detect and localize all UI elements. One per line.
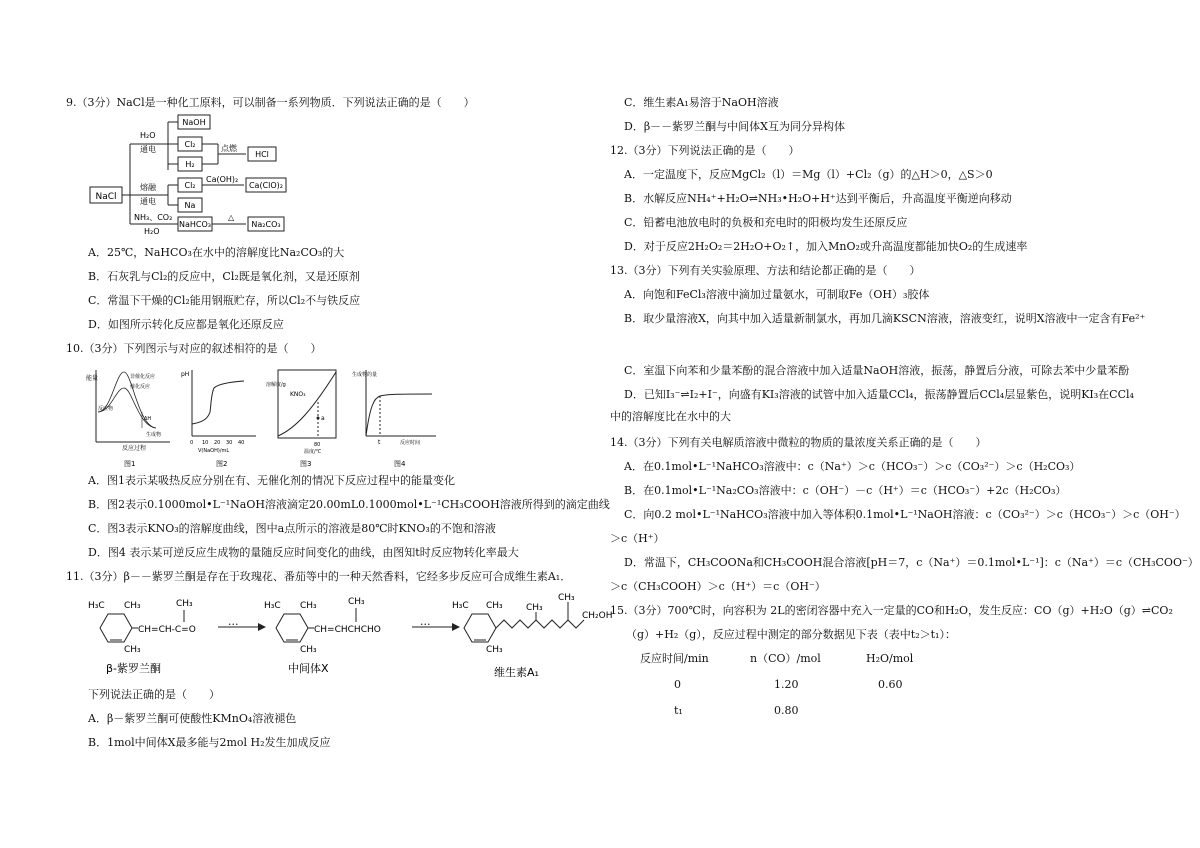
table-cell: 0.60	[878, 678, 903, 691]
q11-option-d: D．β－－紫罗兰酮与中间体X互为同分异构体	[624, 120, 846, 133]
svg-text:催化反应: 催化反应	[130, 384, 151, 390]
q11-molecule-intermediate	[262, 594, 412, 678]
svg-text:0: 0	[190, 440, 194, 446]
svg-text:40: 40	[238, 440, 245, 446]
svg-text:Cl₂: Cl₂	[184, 140, 196, 149]
svg-text:Cl₂: Cl₂	[184, 181, 196, 190]
svg-text:CH₃: CH₃	[348, 597, 365, 607]
svg-text:H₂: H₂	[185, 160, 195, 169]
svg-text:CH₃: CH₃	[486, 601, 503, 611]
q14-option-d-cont: ＞c（CH₃COOH）＞c（H⁺）＝c（OH⁻）	[610, 580, 826, 593]
svg-text:非催化反应: 非催化反应	[130, 374, 156, 380]
q14-option-d: D．常温下，CH₃COONa和CH₃COOH混合溶液[pH＝7，c（Na⁺）＝0.1mol•L⁻¹]：c（Na⁺）＝c（CH₃COO⁻）	[624, 556, 1199, 569]
svg-text:生成物的量: 生成物的量	[352, 372, 378, 378]
svg-text:10: 10	[202, 440, 209, 446]
q12-option-c: C．铅蓄电池放电时的负极和充电时的阳极均发生还原反应	[624, 216, 908, 229]
q14-option-a: A．在0.1mol•L⁻¹NaHCO₃溶液中：c（Na⁺）＞c（HCO₃⁻）＞c（CO₃²⁻）＞c（H₂CO₃）	[624, 460, 1081, 473]
svg-text:KNO₃: KNO₃	[290, 391, 306, 398]
q10-figure-1	[86, 366, 176, 470]
q15-stem-cont: （g）+H₂（g），反应过程中测定的部分数据见下表（表中t₂＞t₁）：	[626, 628, 956, 641]
svg-text:pH: pH	[181, 371, 190, 378]
q11-option-a: A．β－紫罗兰酮可使酸性KMnO₄溶液褪色	[88, 712, 297, 725]
svg-text:NaHCO₃: NaHCO₃	[179, 220, 211, 229]
svg-text:反应时间: 反应时间	[400, 440, 421, 446]
svg-text:NH₃、CO₂: NH₃、CO₂	[134, 213, 173, 222]
svg-text:H₂O: H₂O	[140, 131, 156, 140]
svg-text:点燃: 点燃	[221, 144, 237, 153]
svg-text:a: a	[321, 415, 325, 422]
q11-option-b: B．1mol中间体X最多能与2mol H₂发生加成反应	[88, 736, 331, 749]
q13-option-d-cont: 中的溶解度比在水中的大	[610, 410, 731, 423]
q9-option-c: C．常温下干燥的Cl₂能用钢瓶贮存，所以Cl₂不与铁反应	[88, 294, 361, 307]
svg-text:CH₃: CH₃	[558, 593, 575, 603]
q10-option-a: A．图1表示某吸热反应分别在有、无催化剂的情况下反应过程中的能量变化	[88, 474, 455, 487]
svg-text:图2: 图2	[216, 460, 228, 468]
svg-text:CH=CHCHCHO: CH=CHCHCHO	[314, 625, 381, 635]
table-header-co: n（CO）/mol	[750, 652, 821, 665]
q10-figure-3	[266, 366, 346, 470]
q10-figure-2	[180, 366, 260, 470]
svg-text:温度/℃: 温度/℃	[304, 449, 322, 455]
q10-figure-4	[352, 366, 442, 470]
svg-text:CH=CH-C=O: CH=CH-C=O	[138, 625, 196, 635]
q9-reaction-diagram	[88, 112, 318, 242]
q9-stem: 9.（3分）NaCl是一种化工原料，可以制备一系列物质．下列说法正确的是（ ）	[66, 96, 475, 109]
svg-text:CH₃: CH₃	[526, 603, 543, 613]
svg-text:CH₃: CH₃	[486, 645, 503, 655]
q14-stem: 14.（3分）下列有关电解质溶液中微粒的物质的量浓度关系正确的是（ ）	[610, 436, 987, 449]
table-header-h2o: H₂O/mol	[866, 652, 914, 665]
q12-option-a: A．一定温度下，反应MgCl₂（l）＝Mg（l）+Cl₂（g）的△H＞0，△S＞0	[624, 168, 993, 181]
nacl-box: NaCl	[95, 192, 117, 202]
table-cell: 0.80	[774, 704, 799, 717]
q13-option-b: B．取少量溶液X，向其中加入适量新制氯水，再加几滴KSCN溶液，溶液变红，说明X溶液中一定含有Fe²⁺	[624, 312, 1146, 325]
q13-option-d: D．已知I₃⁻⇌I₂+I⁻，向盛有KI₃溶液的试管中加入适量CCl₄，振荡静置后CCl₄层显紫色，说明KI₃在CCl₄	[624, 388, 1134, 401]
q11-stem: 11.（3分）β－－紫罗兰酮是存在于玫瑰花、番茄等中的一种天然香料，它经多步反应可合成维生素A₁．	[66, 570, 572, 583]
svg-text:H₃C: H₃C	[264, 601, 281, 611]
q13-option-c: C．室温下向苯和少量苯酚的混合溶液中加入适量NaOH溶液，振荡，静置后分液，可除去苯中少量苯酚	[624, 364, 1130, 377]
svg-text:30: 30	[226, 440, 233, 446]
q11-molecule-ionone	[86, 594, 226, 678]
svg-text:CH₃: CH₃	[124, 645, 141, 655]
q13-stem: 13.（3分）下列有关实验原理、方法和结论都正确的是（ ）	[610, 264, 921, 277]
naoh-box: NaOH	[182, 118, 206, 127]
q13-option-a: A．向饱和FeCl₃溶液中滴加过量氨水，可制取Fe（OH）₃胶体	[624, 288, 930, 301]
svg-text:Na₂CO₃: Na₂CO₃	[251, 220, 281, 229]
svg-text:H₂O: H₂O	[144, 227, 160, 236]
svg-text:维生素A₁: 维生素A₁	[494, 666, 539, 679]
svg-text:20: 20	[214, 440, 221, 446]
table-header-time: 反应时间/min	[640, 652, 709, 665]
svg-text:溶解度/g: 溶解度/g	[266, 382, 286, 388]
svg-text:ΔH: ΔH	[144, 416, 152, 422]
q15-data-table	[640, 652, 940, 742]
q14-option-c: C．向0.2 mol•L⁻¹NaHCO₃溶液中加入等体积0.1mol•L⁻¹NaOH溶液：c（CO₃²⁻）＞c（HCO₃⁻）＞c（OH⁻）	[624, 508, 1186, 521]
svg-text:80: 80	[314, 442, 321, 448]
svg-text:HCl: HCl	[255, 150, 269, 159]
table-cell: 0	[674, 678, 681, 691]
svg-text:图1: 图1	[124, 460, 136, 468]
svg-text:图3: 图3	[300, 460, 312, 468]
svg-text:Ca(ClO)₂: Ca(ClO)₂	[248, 181, 284, 190]
svg-text:能量: 能量	[86, 375, 99, 382]
q11-arrow-1	[218, 620, 268, 634]
svg-text:中间体X: 中间体X	[288, 662, 329, 675]
svg-text:熔融: 熔融	[140, 183, 156, 192]
svg-text:V(NaOH)/mL: V(NaOH)/mL	[198, 448, 230, 454]
q9-option-a: A．25℃，NaHCO₃在水中的溶解度比Na₂CO₃的大	[88, 246, 345, 259]
q9-option-b: B．石灰乳与Cl₂的反应中，Cl₂既是氧化剂，又是还原剂	[88, 270, 360, 283]
q15-stem: 15.（3分）700℃时，向容积为 2L的密闭容器中充入一定量的CO和H₂O，发生反应：CO（g）+H₂O（g）⇌CO₂	[610, 604, 1173, 617]
svg-text:CH₃: CH₃	[300, 645, 317, 655]
svg-text:H₃C: H₃C	[452, 601, 469, 611]
q11-molecule-vitamin-a1	[450, 590, 618, 680]
svg-text:CH₃: CH₃	[176, 599, 193, 609]
q10-option-c: C．图3表示KNO₃的溶解度曲线，图中a点所示的溶液是80℃时KNO₃的不饱和溶液	[88, 522, 496, 535]
svg-text:Ca(OH)₂: Ca(OH)₂	[206, 175, 239, 184]
q14-option-b: B．在0.1mol•L⁻¹Na₂CO₃溶液中：c（OH⁻）－c（H⁺）＝c（HCO₃⁻）+2c（H₂CO₃）	[624, 484, 1067, 497]
svg-text:生成物: 生成物	[146, 432, 162, 438]
q10-stem: 10.（3分）下列图示与对应的叙述相符的是（ ）	[66, 342, 322, 355]
svg-text:Na: Na	[184, 201, 196, 210]
q11-question: 下列说法正确的是（ ）	[88, 688, 220, 701]
svg-text:CH₃: CH₃	[300, 601, 317, 611]
q11-option-c: C．维生素A₁易溶于NaOH溶液	[624, 96, 779, 109]
table-cell: t₁	[674, 704, 683, 717]
svg-text:图4: 图4	[394, 460, 406, 468]
svg-text:通电: 通电	[140, 197, 156, 206]
svg-text:t: t	[378, 439, 381, 446]
svg-text:β-紫罗兰酮: β-紫罗兰酮	[106, 662, 161, 675]
q12-stem: 12.（3分）下列说法正确的是（ ）	[610, 144, 800, 157]
svg-text:△: △	[228, 213, 235, 222]
svg-text:反应过程: 反应过程	[122, 445, 147, 452]
q9-option-d: D．如图所示转化反应都是氧化还原反应	[88, 318, 284, 331]
q11-dots-1: ···	[228, 618, 239, 631]
q12-option-d: D．对于反应2H₂O₂＝2H₂O+O₂↑，加入MnO₂或升高温度都能加快O₂的生成速率	[624, 240, 1028, 253]
svg-text:H₃C: H₃C	[88, 601, 105, 611]
svg-text:CH₂OH: CH₂OH	[582, 611, 613, 621]
q12-option-b: B．水解反应NH₄⁺+H₂O⇌NH₃•H₂O+H⁺达到平衡后，升高温度平衡逆向移动	[624, 192, 1012, 205]
svg-text:反应物: 反应物	[98, 406, 114, 412]
q14-option-c-cont: ＞c（H⁺）	[610, 532, 665, 545]
svg-text:CH₃: CH₃	[124, 601, 141, 611]
table-cell: 1.20	[774, 678, 799, 691]
q10-option-b: B．图2表示0.1000mol•L⁻¹NaOH溶液滴定20.00mL0.1000mol•L⁻¹CH₃COOH溶液所得到的滴定曲线	[88, 498, 610, 511]
q10-option-d: D．图4 表示某可逆反应生成物的量随反应时间变化的曲线，由图知t时反应物转化率最大	[88, 546, 519, 559]
q11-dots-2: ···	[420, 618, 431, 631]
svg-text:通电: 通电	[140, 145, 156, 154]
